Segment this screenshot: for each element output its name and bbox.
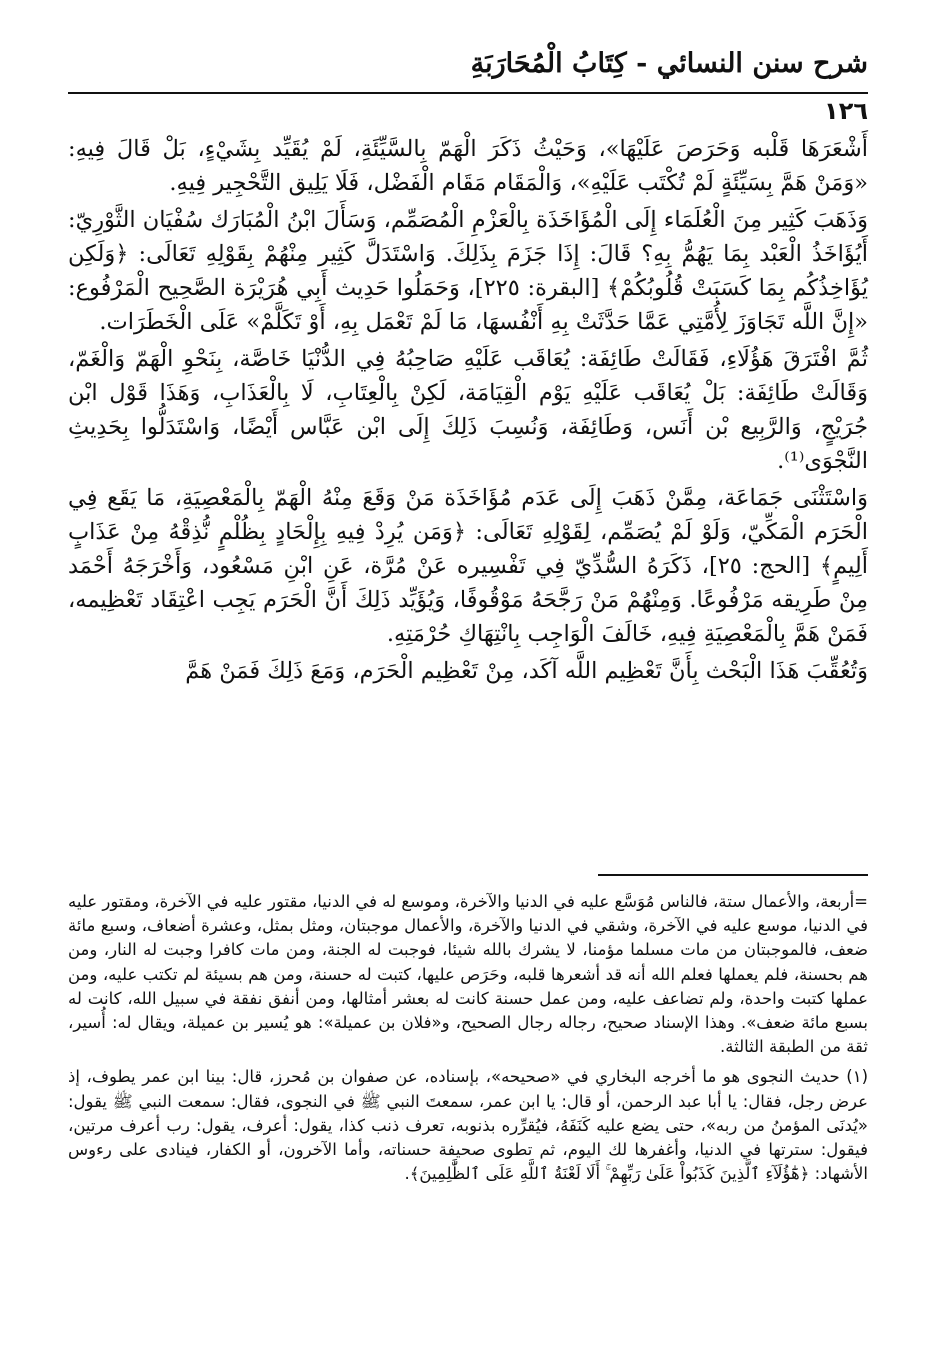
footnotes [68,890,868,1192]
paragraph: ثُمَّ افْتَرَقَ هَؤُلَاءِ، فَقَالَتْ طَائِفَة: يُعَاقَب عَلَيْهِ صَاحِبُهُ فِي الدُّنْيَا خَاصَّة، بِنَحْوِ الْهَمّ وَالْغَمّ، وَقَالَتْ طَائِفَة: بَلْ يُعَاقَب عَلَيْهِ يَوْم الْقِيَامَة، لَكِنْ بِالْعِتَابِ، لَا بِالْعَذَابِ، وَهَذَا قَوْل ابْن جُرَيْجٍ، وَالرَّبِيع بْن أَنَس، وَطَائِفَة، وَنُسِبَ ذَلِكَ إِلَى ابْن عَبَّاس أَيْضًا، وَاسْتَدَلُّوا بِحَدِيثِ النَّجْوَى⁽¹⁾. [68,346,868,474]
footnote: (١) حديث النجوى هو ما أخرجه البخاري في «صحيحه»، بإسناده، عن صفوان بن مُحرز، قال: بينا ابن عمر يطوف، إذ عرض رجل، فقال: يا أبا عبد الرحمن، أو قال: يا ابن عمر، سمعتَ النبي ﷺ في النجوى، فقال: سمعت النبي ﷺ يقول: «يُدنَى المؤمنُ من ربه»، حتى يضع عليه كَنَفَهُ، فيُقرِّره بذنوبه، تعرف ذنب كذا، يقول: أعرف، يقول: رب أعرف مرتين، فيقول: سترتها في الدنيا، وأغفرها لك اليوم، ثم تطوى صحيفة حسناته، وأما الآخرون، أو الكفار، فينادى على رءوس الأشهاد: ﴿هَٰٓؤُلَآءِ ٱلَّذِينَ كَذَبُواْ عَلَىٰ رَبِّهِمْ ۚ أَلَا لَعْنَةُ ٱللَّهِ عَلَى ٱلظَّٰلِمِينَ﴾. [68,1067,868,1184]
header-rule [68,92,868,94]
paragraph: أَشْعَرَهَا قَلْبه وَحَرَصَ عَلَيْهَا»، وَحَيْثُ ذَكَرَ الْهَمّ بِالسَّيِّئَةِ، لَمْ يُقَيِّد بِشَيْءٍ، بَلْ قَالَ فِيهِ: «وَمَنْ هَمَّ بِسَيِّئَةٍ لَمْ تُكْتَب عَلَيْهِ»، وَالْمَقَام مَقَام الْفَضْل، فَلَا يَلِيق التَّحْجِير فِيهِ. [68,136,868,196]
book-title: شرح سنن النسائي - كِتَابُ الْمُحَارَبَةِ [470,48,868,79]
book-page [68,40,869,1184]
paragraph: وَاسْتَثْنَى جَمَاعَة، مِمَّنْ ذَهَبَ إِلَى عَدَم مُؤَاخَذَة مَنْ وَقَعَ مِنْهُ الْهَمّ بِالْمَعْصِيَةِ، مَا يَقَع فِي الْحَرَم الْمَكِّيّ، وَلَوْ لَمْ يُصَمِّم، لِقَوْلِهِ تَعَالَى: ﴿وَمَن يُرِدْ فِيهِ بِإِلْحَادٍ بِظُلْمٍ نُّذِقْهُ مِنْ عَذَابٍ أَلِيمٍ﴾ [الحج: ٢٥]، ذَكَرَهُ السُّدِّيّ فِي تَفْسِيره عَنْ مُرَّة، عَنِ ابْنِ مَسْعُود، وَأَخْرَجَهُ أَحْمَد مِنْ طَرِيقه مَرْفُوعًا. وَمِنْهُمْ مَنْ رَجَّحَهُ مَوْقُوفًا، وَيُؤَيِّد ذَلِكَ أَنَّ الْحَرَم يَجِب اعْتِقَاد تَعْظِيمه، فَمَنْ هَمَّ بِالْمَعْصِيَةِ فِيهِ، خَالَفَ الْوَاجِب بِانْتِهَاكِ حُرْمَتِهِ. [68,485,868,647]
page-number: ١٢٦ [824,97,868,125]
main-text [68,132,868,691]
paragraph: وَذَهَبَ كَثِير مِنَ الْعُلَمَاء إِلَى الْمُؤَاخَذَة بِالْعَزْمِ الْمُصَمِّم، وَسَأَلَ ابْنُ الْمُبَارَك سُفْيَان الثَّوْرِيّ: أَيُؤَاخَذُ الْعَبْد بِمَا يَهُمُّ بِهِ؟ قَالَ: إِذَا جَزَمَ بِذَلِكَ. وَاسْتَدَلَّ كَثِير مِنْهُمْ بِقَوْلِهِ تَعَالَى: ﴿وَلَكِن يُؤَاخِذُكُم بِمَا كَسَبَتْ قُلُوبُكُمْ﴾ [البقرة: ٢٢٥]، وَحَمَلُوا حَدِيث أَبِي هُرَيْرَة الصَّحِيح الْمَرْفُوع: «إِنَّ اللَّه تَجَاوَزَ لِأُمَّتِي عَمَّا حَدَّثَتْ بِهِ أَنْفُسهَا، مَا لَمْ تَعْمَل بِهِ، أَوْ تَكَلَّمْ» عَلَى الْخَطَرَات. [68,207,869,335]
paragraph: وَتُعُقِّبَ هَذَا الْبَحْث بِأَنَّ تَعْظِيم اللَّه آكَد، مِنْ تَعْظِيم الْحَرَم، وَمَعَ ذَلِكَ فَمَنْ هَمَّ [185,658,868,684]
footnote-divider [598,874,868,876]
footnote: =أربعة، والأعمال ستة، فالناس مُوَسَّع عليه في الدنيا والآخرة، وموسع له في الدنيا، مقتور عليه في الآخرة، ومقتور عليه في الدنيا، موسع عليه في الآخرة، وشقي في الدنيا والآخرة، والأعمال موجبتان، ومثل بمثل، وعشرة أضعاف، وسبع مائة ضعف، فالموجبتان من مات مسلما مؤمنا، لا يشرك بالله شيئا، فوجبت له الجنة، ومن مات كافرا وجبت له النار، ومن هم بحسنة، فلم يعملها فعلم الله أنه قد أشعرها قلبه، وحَرَص عليها، كتبت له حسنة، ومن هم بسيئة لم تكتب عليه، ومن عملها كتبت واحدة، ولم تضاعف عليه، ومن عمل حسنة كانت له بعشر أمثالها، ومن أنفق نفقة في سبيل الله، كانت له بسبع مائة ضعف». وهذا الإسناد صحيح، رجاله رجال الصحيح، و«فلان بن عميلة»: هو يُسير بن عميلة، ويقال له: أُسير، ثقة من الطبقة الثالثة. [68,892,868,1057]
running-header [68,40,868,125]
